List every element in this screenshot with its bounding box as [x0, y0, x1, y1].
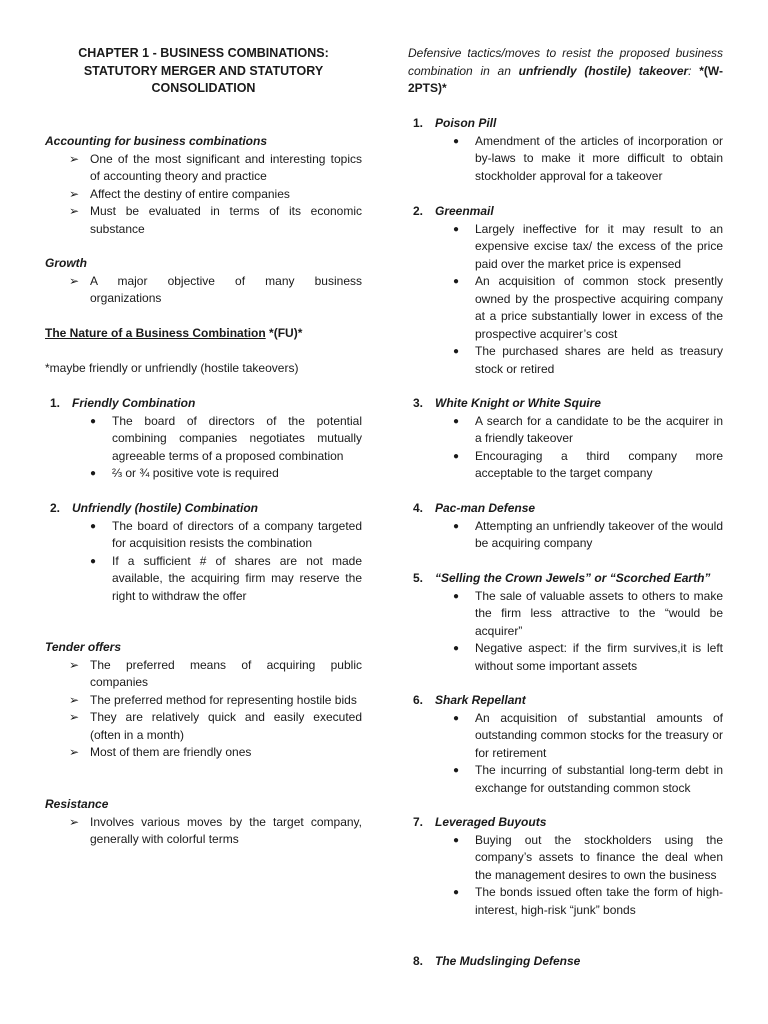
dot-bullet-icon: ●	[453, 450, 460, 462]
list-item: ● Encouraging a third company more acceptable to the target company	[453, 448, 723, 480]
intro-tag: *(W-2PTS)*	[408, 63, 724, 95]
tactic-heading: Poison Pill	[435, 116, 497, 130]
tender-heading: Tender offers	[45, 640, 122, 654]
list-item: ● An acquisition of common stock presently owned by the prospective acquiring company at a price substantially lower in excess of the prospective acquirer’s cost	[453, 274, 723, 341]
tactic-heading-line	[408, 500, 723, 518]
tactic-heading-line	[408, 570, 723, 588]
section-number: 3.	[413, 396, 424, 410]
tactic-heading: Shark Repellant	[435, 693, 526, 707]
accounting-section	[45, 133, 362, 238]
dot-bullet-icon: ●	[453, 834, 460, 846]
section-number: 2.	[50, 501, 61, 515]
resistance-heading: Resistance	[45, 797, 109, 811]
section-number: 6.	[413, 693, 424, 707]
defensive-tactics-intro: Defensive tactics/moves to resist the proposed business combination in an unfriendly (hostile) takeover: *(W-2PTS)*	[408, 46, 724, 95]
list-item: ● If a sufficient # of shares are not made available, the acquiring firm may reserve the right to withdraw the offer	[90, 553, 362, 603]
tactic-heading: The Mudslinging Defense	[435, 954, 581, 968]
chapter-title-line: STATUTORY MERGER AND STATUTORY	[83, 63, 324, 78]
tender-section	[45, 639, 362, 762]
list-item: ● The board of directors of a company targeted for acquisition resists the combination	[90, 518, 362, 550]
tactic-section	[408, 500, 723, 553]
tactic-heading-line	[408, 115, 723, 133]
section-number: 1.	[413, 116, 424, 130]
section-number: 8.	[413, 954, 424, 968]
arrow-bullet-icon: ➢	[69, 710, 80, 724]
tactic-heading-line	[408, 814, 723, 832]
list-item: ● Attempting an unfriendly takeover of the would be acquiring company	[453, 518, 723, 550]
section-number: 4.	[413, 501, 424, 515]
unfriendly-section	[45, 500, 362, 605]
list-item: ➢ One of the most significant and interesting topics of accounting theory and practice	[69, 151, 362, 183]
friendly-section	[45, 395, 362, 483]
list-item: ➢ Most of them are friendly ones	[45, 744, 362, 762]
tactic-heading-line	[408, 203, 723, 221]
tactic-section	[408, 115, 723, 185]
tactic-heading: Pac-man Defense	[435, 501, 536, 515]
dot-bullet-icon: ●	[90, 555, 97, 567]
accounting-heading: Accounting for business combinations	[45, 134, 268, 148]
list-item: ➢ The preferred means of acquiring public companies	[69, 657, 362, 689]
dot-bullet-icon: ●	[453, 415, 460, 427]
list-item: ● The board of directors of the potential combining companies negotiates mutually agreeable terms of a proposed combination	[90, 413, 362, 463]
list-item: ➢ Must be evaluated in terms of its economic substance	[69, 204, 362, 236]
tactic-heading-line	[408, 395, 723, 413]
unfriendly-heading: Unfriendly (hostile) Combination	[72, 501, 258, 515]
nature-heading: The Nature of a Business Combination	[45, 326, 266, 340]
arrow-bullet-icon: ➢	[69, 745, 80, 759]
nature-heading-line	[45, 325, 362, 343]
friendly-heading: Friendly Combination	[72, 396, 196, 410]
accounting-list	[45, 151, 362, 239]
list-item: ➢ Involves various moves by the target company, generally with colorful terms	[69, 814, 362, 846]
chapter-title	[45, 45, 362, 98]
dot-bullet-icon: ●	[453, 765, 460, 776]
dot-bullet-icon: ●	[453, 887, 460, 898]
list-item: ➢ Affect the destiny of entire companies	[45, 186, 362, 204]
tactic-list	[408, 832, 723, 920]
dot-bullet-icon: ●	[453, 346, 460, 357]
growth-heading: Growth	[45, 256, 87, 270]
dot-bullet-icon: ●	[90, 520, 97, 532]
tactic-section	[408, 814, 723, 919]
list-item: ● The sale of valuable assets to others to make the firm less attractive to the “would be acquirer”	[453, 588, 723, 638]
list-item: ● Buying out the stockholders using the company’s assets to finance the deal when the management desires to own the business	[453, 832, 723, 882]
arrow-bullet-icon: ➢	[69, 657, 80, 672]
list-item: ● Amendment of the articles of incorporation or by-laws to make it more difficult to obtain stockholder approval for a takeover	[453, 133, 723, 183]
unfriendly-list	[45, 518, 362, 606]
resistance-section	[45, 796, 362, 849]
tender-list	[45, 657, 362, 762]
list-item: ➢ They are relatively quick and easily executed (often in a month)	[69, 710, 362, 742]
tactic-list	[408, 518, 723, 553]
tactic-heading-line	[408, 692, 723, 710]
intro-bold: unfriendly (hostile) takeover	[518, 63, 689, 78]
dot-bullet-icon: ●	[90, 415, 97, 427]
nature-section	[45, 325, 362, 378]
dot-bullet-icon: ●	[453, 520, 460, 532]
list-item: ● ⅔ or ¾ positive vote is required	[45, 465, 362, 483]
tactic-section	[408, 570, 723, 675]
tactic-section	[408, 395, 723, 483]
tactic-heading: “Selling the Crown Jewels” or “Scorched Earth”	[435, 571, 711, 585]
nature-note: *maybe friendly or unfriendly (hostile takeovers)	[45, 361, 299, 375]
dot-bullet-icon: ●	[453, 223, 460, 235]
arrow-bullet-icon: ➢	[69, 204, 80, 218]
arrow-bullet-icon: ➢	[69, 273, 80, 288]
arrow-bullet-icon: ➢	[69, 814, 80, 829]
tactic-section	[408, 203, 723, 378]
section-number: 2.	[413, 204, 424, 218]
chapter-title-line: CONSOLIDATION	[151, 81, 256, 95]
list-item: ● The bonds issued often take the form of high-interest, high-risk “junk” bonds	[453, 885, 723, 917]
growth-list	[45, 273, 362, 308]
list-item: ● An acquisition of substantial amounts of outstanding common stocks for the treasury or for retirement	[453, 710, 723, 760]
growth-section	[45, 255, 362, 308]
tactic-list	[408, 413, 723, 483]
tactic-heading: Leveraged Buyouts	[435, 815, 547, 829]
dot-bullet-icon: ●	[453, 590, 460, 602]
list-item: ● A search for a candidate to be the acquirer in a friendly takeover	[453, 413, 723, 445]
nature-tag: *(FU)*	[265, 326, 303, 340]
friendly-list	[45, 413, 362, 483]
tactic-heading: White Knight or White Squire	[435, 396, 601, 410]
dot-bullet-icon: ●	[453, 712, 460, 724]
list-item: ➢ A major objective of many business organizations	[69, 273, 362, 305]
resistance-list	[45, 814, 362, 849]
tactic-heading: Greenmail	[435, 204, 494, 218]
list-item: ● The incurring of substantial long-term debt in exchange for outstanding common stock	[453, 763, 723, 795]
list-item: ➢ The preferred method for representing hostile bids	[45, 692, 362, 710]
arrow-bullet-icon: ➢	[69, 186, 80, 201]
list-item: ● The purchased shares are held as treasury stock or retired	[453, 344, 723, 376]
chapter-title-line: CHAPTER 1 - BUSINESS COMBINATIONS:	[78, 46, 329, 60]
dot-bullet-icon: ●	[90, 468, 97, 479]
section-number: 1.	[50, 396, 61, 410]
tactic-section	[408, 953, 723, 971]
dot-bullet-icon: ●	[453, 135, 460, 147]
list-item: ● Largely ineffective for it may result to an expensive excise tax/ the excess of the price paid over the market price is expensed	[453, 221, 723, 271]
arrow-bullet-icon: ➢	[69, 692, 80, 707]
tactic-section	[408, 692, 723, 797]
section-number: 5.	[413, 571, 424, 585]
tactic-list	[408, 710, 723, 798]
friendly-heading-line	[45, 395, 362, 413]
tactic-list	[408, 221, 723, 379]
dot-bullet-icon: ●	[453, 276, 460, 287]
list-item: ● Negative aspect: if the firm survives,it is left without some important assets	[453, 641, 723, 673]
tactic-heading-line	[408, 953, 723, 971]
dot-bullet-icon: ●	[453, 643, 460, 654]
arrow-bullet-icon: ➢	[69, 151, 80, 166]
unfriendly-heading-line	[45, 500, 362, 518]
tactic-list	[408, 133, 723, 186]
tactic-list	[408, 588, 723, 676]
section-number: 7.	[413, 815, 424, 829]
